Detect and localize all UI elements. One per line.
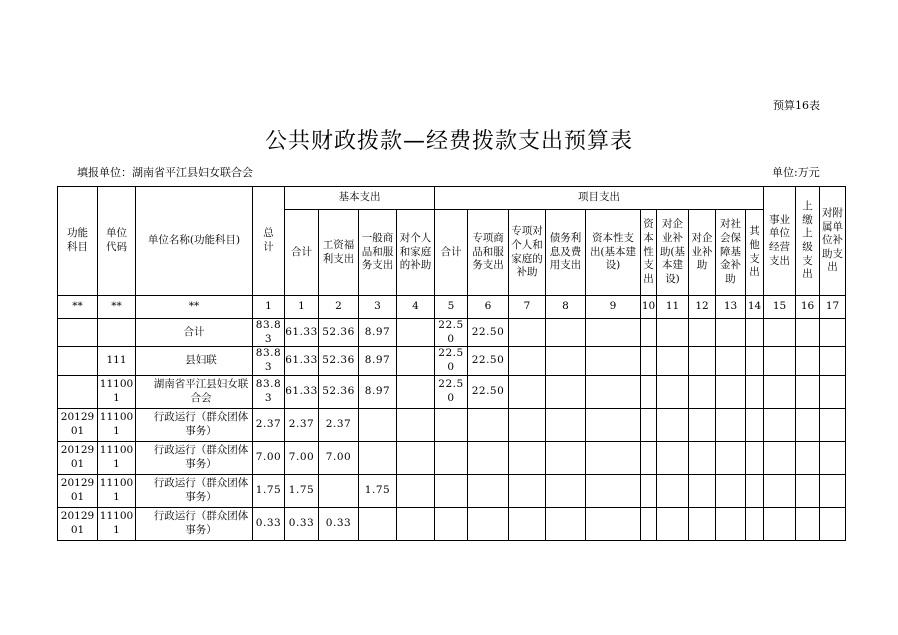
- header-func-code: 功能科目: [58, 187, 98, 296]
- individual-subsidy-cell: [397, 347, 435, 375]
- page-title: 公共财政拨款—经费拨款支出预算表: [264, 129, 633, 154]
- empty-cell: [820, 408, 846, 441]
- column-index-cell: 16: [796, 296, 820, 319]
- column-index-row: [58, 296, 846, 319]
- header-unit-code: 单位代码: [98, 187, 136, 296]
- empty-cell: [586, 507, 641, 540]
- empty-cell: [796, 474, 820, 507]
- empty-cell: [509, 474, 546, 507]
- header-project-group: 项目支出: [435, 187, 764, 210]
- empty-cell: [641, 507, 657, 540]
- column-index-cell: 17: [820, 296, 846, 319]
- column-index-cell: 3: [359, 296, 397, 319]
- header-business-operating: 事业单位经营支出: [764, 187, 796, 296]
- header-remit-upper: 上缴上级支出: [796, 187, 820, 296]
- column-index-cell: 2: [319, 296, 359, 319]
- empty-cell: [509, 441, 546, 474]
- column-index-cell: 5: [435, 296, 468, 319]
- unit-code-cell: 111: [98, 347, 136, 375]
- empty-cell: [716, 474, 746, 507]
- empty-cell: [546, 319, 586, 347]
- goods-services-cell: 8.97: [359, 347, 397, 375]
- reporting-unit: 填报单位：湖南省平江县妇女联合会: [77, 166, 253, 179]
- total-cell: 83.83: [253, 347, 285, 375]
- unit-name-cell: 县妇联: [136, 347, 253, 375]
- table-row: [58, 375, 846, 408]
- column-index-cell: 13: [716, 296, 746, 319]
- empty-cell: [586, 441, 641, 474]
- empty-cell: [641, 474, 657, 507]
- unit-code-cell: [98, 319, 136, 347]
- salary-cell: 7.00: [319, 441, 359, 474]
- individual-subsidy-cell: [397, 408, 435, 441]
- header-basic-total: 合计: [285, 210, 319, 296]
- individual-subsidy-cell: [397, 441, 435, 474]
- goods-services-cell: 8.97: [359, 319, 397, 347]
- column-index-cell: 9: [586, 296, 641, 319]
- empty-cell: [641, 347, 657, 375]
- empty-cell: [641, 319, 657, 347]
- empty-cell: [820, 474, 846, 507]
- header-goods-services: 一般商品和服务支出: [359, 210, 397, 296]
- empty-cell: [716, 375, 746, 408]
- unit-name-cell: 行政运行（群众团体事务）: [136, 408, 253, 441]
- empty-cell: [796, 408, 820, 441]
- empty-cell: [820, 375, 846, 408]
- individual-subsidy-cell: [397, 375, 435, 408]
- func-code-cell: [58, 347, 98, 375]
- column-index-cell: 6: [468, 296, 509, 319]
- column-index-cell: 10: [641, 296, 657, 319]
- total-cell: 1.75: [253, 474, 285, 507]
- budget-table: [57, 186, 846, 541]
- form-number: 预算16表: [773, 99, 820, 112]
- func-code-cell: [58, 375, 98, 408]
- empty-cell: [657, 375, 689, 408]
- empty-cell: [546, 474, 586, 507]
- empty-cell: [657, 408, 689, 441]
- empty-cell: [509, 375, 546, 408]
- empty-cell: [509, 408, 546, 441]
- project-total-cell: [435, 441, 468, 474]
- empty-cell: [586, 375, 641, 408]
- empty-cell: [764, 507, 796, 540]
- money-unit: 单位:万元: [772, 166, 820, 179]
- column-index-cell: 4: [397, 296, 435, 319]
- empty-cell: [820, 507, 846, 540]
- project-total-cell: 22.50: [435, 319, 468, 347]
- empty-cell: [796, 441, 820, 474]
- unit-code-cell: 111001: [98, 474, 136, 507]
- func-code-cell: 2012901: [58, 474, 98, 507]
- header-total: 总计: [253, 187, 285, 296]
- header-project-total: 合计: [435, 210, 468, 296]
- project-total-cell: 22.50: [435, 347, 468, 375]
- total-cell: 2.37: [253, 408, 285, 441]
- empty-cell: [586, 474, 641, 507]
- empty-cell: [641, 408, 657, 441]
- basic-total-cell: 61.33: [285, 347, 319, 375]
- column-index-cell: 1: [285, 296, 319, 319]
- unit-code-cell: 111001: [98, 507, 136, 540]
- project-total-cell: [435, 507, 468, 540]
- empty-cell: [689, 375, 716, 408]
- header-subordinate-subsidy: 对附属单位补助支出: [820, 187, 846, 296]
- header-special-individual: 专项对个人和家庭的补助: [509, 210, 546, 296]
- empty-cell: [746, 507, 764, 540]
- unit-name-cell: 湖南省平江县妇女联合会: [136, 375, 253, 408]
- project-total-cell: 22.50: [435, 375, 468, 408]
- column-index-cell: 14: [746, 296, 764, 319]
- empty-cell: [746, 474, 764, 507]
- project-total-cell: [435, 474, 468, 507]
- unit-name-cell: 行政运行（群众团体事务）: [136, 507, 253, 540]
- goods-services-cell: 1.75: [359, 474, 397, 507]
- basic-total-cell: 0.33: [285, 507, 319, 540]
- header-debt-interest: 债务利息及费用支出: [546, 210, 586, 296]
- total-cell: 0.33: [253, 507, 285, 540]
- empty-cell: [820, 319, 846, 347]
- unit-code-cell: 111001: [98, 375, 136, 408]
- individual-subsidy-cell: [397, 474, 435, 507]
- goods-services-cell: 8.97: [359, 375, 397, 408]
- empty-cell: [689, 408, 716, 441]
- header-capital-infra: 资本性支出(基本建设): [586, 210, 641, 296]
- special-goods-cell: 22.50: [468, 319, 509, 347]
- special-goods-cell: 22.50: [468, 375, 509, 408]
- special-goods-cell: [468, 441, 509, 474]
- empty-cell: [689, 507, 716, 540]
- empty-cell: [764, 347, 796, 375]
- empty-cell: [764, 319, 796, 347]
- empty-cell: [689, 319, 716, 347]
- header-special-goods: 专项商品和服务支出: [468, 210, 509, 296]
- special-goods-cell: 22.50: [468, 347, 509, 375]
- table-row: [58, 507, 846, 540]
- empty-cell: [689, 474, 716, 507]
- special-goods-cell: [468, 408, 509, 441]
- empty-cell: [764, 474, 796, 507]
- column-index-cell: 7: [509, 296, 546, 319]
- empty-cell: [796, 375, 820, 408]
- empty-cell: [689, 441, 716, 474]
- goods-services-cell: [359, 507, 397, 540]
- header-other: 其他支出: [746, 210, 764, 296]
- header-unit-name: 单位名称(功能科目): [136, 187, 253, 296]
- salary-cell: 52.36: [319, 319, 359, 347]
- header-basic-group: 基本支出: [285, 187, 435, 210]
- empty-cell: [586, 347, 641, 375]
- header-capital: 资本性支出: [641, 210, 657, 296]
- empty-cell: [657, 441, 689, 474]
- total-cell: 83.83: [253, 319, 285, 347]
- empty-cell: [657, 347, 689, 375]
- individual-subsidy-cell: [397, 319, 435, 347]
- empty-cell: [716, 441, 746, 474]
- empty-cell: [509, 507, 546, 540]
- column-index-cell: 12: [689, 296, 716, 319]
- empty-cell: [796, 347, 820, 375]
- salary-cell: 52.36: [319, 347, 359, 375]
- table-row: [58, 347, 846, 375]
- empty-cell: [657, 319, 689, 347]
- empty-cell: [657, 507, 689, 540]
- column-index-cell: **: [98, 296, 136, 319]
- salary-cell: 2.37: [319, 408, 359, 441]
- empty-cell: [746, 441, 764, 474]
- unit-code-cell: 111001: [98, 408, 136, 441]
- empty-cell: [689, 347, 716, 375]
- individual-subsidy-cell: [397, 507, 435, 540]
- total-cell: 7.00: [253, 441, 285, 474]
- empty-cell: [820, 347, 846, 375]
- empty-cell: [746, 319, 764, 347]
- empty-cell: [746, 408, 764, 441]
- empty-cell: [764, 441, 796, 474]
- empty-cell: [546, 507, 586, 540]
- table-row: [58, 474, 846, 507]
- special-goods-cell: [468, 474, 509, 507]
- basic-total-cell: 7.00: [285, 441, 319, 474]
- basic-total-cell: 1.75: [285, 474, 319, 507]
- salary-cell: [319, 474, 359, 507]
- column-index-cell: **: [58, 296, 98, 319]
- empty-cell: [546, 441, 586, 474]
- table-row: [58, 408, 846, 441]
- func-code-cell: 2012901: [58, 408, 98, 441]
- total-cell: 83.83: [253, 375, 285, 408]
- empty-cell: [509, 347, 546, 375]
- table-row: [58, 441, 846, 474]
- basic-total-cell: 2.37: [285, 408, 319, 441]
- salary-cell: 52.36: [319, 375, 359, 408]
- table-row: [58, 319, 846, 347]
- column-index-cell: 11: [657, 296, 689, 319]
- header-enterprise-infra: 对企业补助(基本建设): [657, 210, 689, 296]
- header-individual-subsidy: 对个人和家庭的补助: [397, 210, 435, 296]
- header-enterprise-subsidy: 对企业补助: [689, 210, 716, 296]
- basic-total-cell: 61.33: [285, 319, 319, 347]
- project-total-cell: [435, 408, 468, 441]
- column-index-cell: 15: [764, 296, 796, 319]
- special-goods-cell: [468, 507, 509, 540]
- empty-cell: [546, 347, 586, 375]
- empty-cell: [716, 319, 746, 347]
- header-social-security: 对社会保障基金补助: [716, 210, 746, 296]
- empty-cell: [546, 375, 586, 408]
- empty-cell: [641, 375, 657, 408]
- column-index-cell: 1: [253, 296, 285, 319]
- empty-cell: [796, 319, 820, 347]
- empty-cell: [746, 347, 764, 375]
- empty-cell: [657, 474, 689, 507]
- empty-cell: [820, 441, 846, 474]
- unit-name-cell: 合计: [136, 319, 253, 347]
- empty-cell: [746, 375, 764, 408]
- empty-cell: [796, 507, 820, 540]
- empty-cell: [764, 375, 796, 408]
- empty-cell: [586, 408, 641, 441]
- column-index-cell: **: [136, 296, 253, 319]
- func-code-cell: 2012901: [58, 441, 98, 474]
- goods-services-cell: [359, 441, 397, 474]
- unit-name-cell: 行政运行（群众团体事务）: [136, 441, 253, 474]
- empty-cell: [764, 408, 796, 441]
- empty-cell: [716, 408, 746, 441]
- goods-services-cell: [359, 408, 397, 441]
- column-index-cell: 8: [546, 296, 586, 319]
- header-salary: 工资福利支出: [319, 210, 359, 296]
- salary-cell: 0.33: [319, 507, 359, 540]
- func-code-cell: [58, 319, 98, 347]
- empty-cell: [546, 408, 586, 441]
- empty-cell: [641, 441, 657, 474]
- func-code-cell: 2012901: [58, 507, 98, 540]
- empty-cell: [716, 347, 746, 375]
- empty-cell: [716, 507, 746, 540]
- basic-total-cell: 61.33: [285, 375, 319, 408]
- unit-name-cell: 行政运行（群众团体事务）: [136, 474, 253, 507]
- unit-code-cell: 111001: [98, 441, 136, 474]
- empty-cell: [509, 319, 546, 347]
- empty-cell: [586, 319, 641, 347]
